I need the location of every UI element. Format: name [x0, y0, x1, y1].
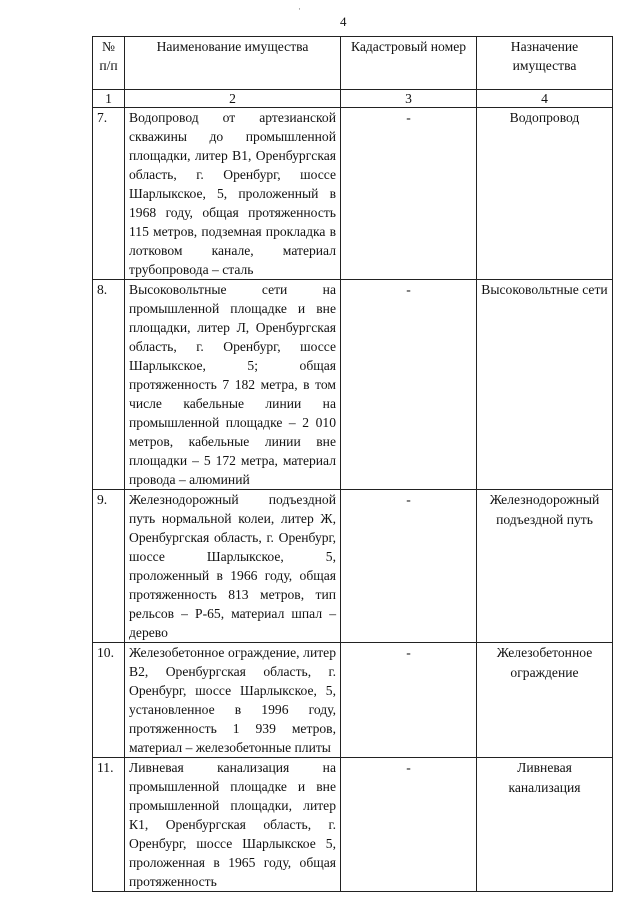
table-row: [93, 643, 613, 758]
header-row: [93, 37, 613, 90]
row-number: 11.: [93, 758, 125, 892]
table-row: [93, 758, 613, 892]
property-purpose: Железобетонное ограждение: [477, 643, 613, 758]
cadastral-number: -: [341, 280, 477, 490]
property-purpose: Ливневая канализация: [477, 758, 613, 892]
property-name-text: Высоковольтные сети на промышленной площадке и вне площадки, литер Л, Оренбургская область, г. Оренбург, шоссе Шарлыкское, 5; общая протяженность 7 182 метра, в том числе кабельные линии на промышленной площадке – 2 010 метров, кабельные линии вне площадки – 5 172 метра, материал провода – алюминий: [129, 282, 336, 487]
row-number: 7.: [93, 108, 125, 280]
property-purpose: Железнодорожный подъездной путь: [477, 490, 613, 643]
property-name-text: Ливневая канализация на промышленной площадке и вне промышленной площадки, литер К1, Оренбургская область, г. Оренбург, шоссе Шарлыкское 5, проложенная в 1965 году, общая протяженность: [129, 760, 336, 889]
property-table: [92, 36, 613, 892]
property-name: [125, 758, 341, 892]
row-number: 9.: [93, 490, 125, 643]
column-number: 1: [93, 90, 125, 108]
property-name-text: Железнодорожный подъездной путь нормальной колеи, литер Ж, Оренбургская область, г. Оренбург, шоссе Шарлыкское, 5, проложенный в 1966 году, общая протяженность 813 метров, тип рельсов – Р-65, материал шпал – дерево: [129, 492, 336, 640]
column-number: 2: [125, 90, 341, 108]
property-name: [125, 280, 341, 490]
cadastral-number: -: [341, 490, 477, 643]
row-number: 10.: [93, 643, 125, 758]
header-cadastral: Кадастровый номер: [341, 37, 477, 90]
property-name: [125, 643, 341, 758]
table-row: [93, 108, 613, 280]
property-name: [125, 108, 341, 280]
column-number-row: [93, 90, 613, 108]
header-name: Наименование имущества: [125, 37, 341, 90]
column-number: 4: [477, 90, 613, 108]
cadastral-number: -: [341, 643, 477, 758]
table-row: [93, 490, 613, 643]
property-name-text: Водопровод от артезианской скважины до промышленной площадки, литер В1, Оренбургская область, г. Оренбург, шоссе Шарлыкское, 5, проложенный в 1968 году, общая протяженность 115 метров, подземная прокладка в лотковом канале, материал трубопровода – сталь: [129, 110, 336, 277]
property-purpose: Высоковольтные сети: [477, 280, 613, 490]
table-row: [93, 280, 613, 490]
row-number: 8.: [93, 280, 125, 490]
property-name: [125, 490, 341, 643]
property-purpose: Водопровод: [477, 108, 613, 280]
cadastral-number: -: [341, 758, 477, 892]
page-number: 4: [340, 14, 347, 29]
stamp-mark: ·: [298, 4, 302, 14]
header-purpose: Назначение имущества: [477, 37, 613, 90]
property-name-text: Железобетонное ограждение, литер В2, Оренбургская область, г. Оренбург, шоссе Шарлыкское, 5, установленное в 1996 году, протяженность 1 939 метров, материал – железобетонные плиты: [129, 645, 336, 755]
header-num: № п/п: [93, 37, 125, 90]
column-number: 3: [341, 90, 477, 108]
cadastral-number: -: [341, 108, 477, 280]
